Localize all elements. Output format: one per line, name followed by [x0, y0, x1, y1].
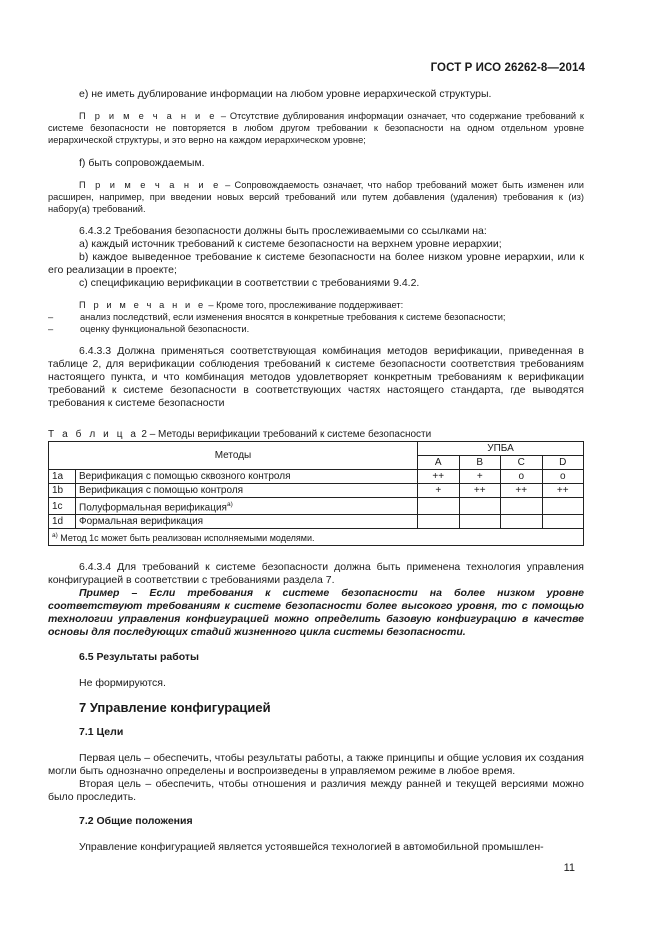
clause-6-4-3-4: 6.4.3.4 Для требований к системе безопасности должна быть применена технология управления конфигурацией в соответствии с требованиями раздела 7. — [48, 561, 584, 587]
table-caption-text: 2 – Методы верификации требований к системе безопасности — [138, 429, 432, 440]
item-a: а) каждый источник требований к системе безопасности на верхнем уровне иерархии; — [79, 238, 502, 250]
item-c: с) спецификацию верификации в соответствии с требованиями 9.4.2. — [79, 277, 420, 289]
table-row: 1a Верификация с помощью сквозного контроля ++ + o o — [49, 470, 584, 484]
note-3-item: – анализ последствий, если изменения вносятся в конкретные требования к системе безопасности; — [48, 312, 506, 322]
heading-7-1: 7.1 Цели — [79, 726, 124, 739]
note-text: – Отсутствие дублирования информации означает, что содержание требований к системе безопасности не повторяется в любом другом требовании к безопасности на одном отдельном уровне иерархической структуры, и это верно на каждом иерархическом уровне; — [48, 111, 584, 145]
note-label: П р и м е ч а н и е — [79, 111, 218, 121]
footnote-ref: a) — [226, 501, 233, 508]
item-f: f) быть сопровождаемым. — [79, 157, 205, 169]
goal-1: Первая цель – обеспечить, чтобы результаты работы, а также принципы и общие условия их создания могли быть однозначно определены и воспроизведены в управляемом режиме в любое время. — [48, 752, 584, 778]
heading-7: 7 Управление конфигурацией — [79, 700, 271, 716]
table-row: 1b Верификация с помощью контроля + ++ ++ ++ — [49, 484, 584, 498]
general-text: Управление конфигурацией является устоявшейся технологией в автомобильной промышлен- — [79, 841, 544, 854]
table-header-level: D — [542, 456, 584, 470]
note-2 — [48, 179, 584, 215]
table-caption-label: Т а б л и ц а — [48, 429, 139, 440]
table-row: 1c Полуформальная верификация$^{a)}$ — [49, 498, 584, 515]
table-header-methods: Методы — [49, 442, 418, 470]
page-number: 11 — [563, 862, 575, 874]
table-footnote-row: $^{a)}$ Метод 1c может быть реализован исполняемыми моделями. — [49, 529, 584, 546]
example — [48, 587, 584, 639]
note-label: П р и м е ч а н и е — [79, 300, 206, 310]
heading-6-5: 6.5 Результаты работы — [79, 651, 199, 664]
note-text: – Кроме того, прослеживание поддерживает: — [205, 300, 404, 310]
note-3 — [48, 299, 584, 311]
table-caption — [48, 428, 584, 441]
example-label: Пример – — [79, 587, 138, 600]
clause-6-4-3-2: 6.4.3.2 Требования безопасности должны быть прослеживаемыми со ссылками на: — [79, 225, 487, 237]
note-label: П р и м е ч а н и е — [79, 180, 221, 190]
note-text: – Сопровождаемость означает, что набор требований может быть изменен или расширен, например, при введении новых версий требований или путем добавления (удаления) требования к (из) набору(а) требований. — [48, 180, 584, 214]
heading-7-2: 7.2 Общие положения — [79, 815, 193, 828]
results-text: Не формируются. — [79, 677, 166, 690]
table-header-level: A — [418, 456, 460, 470]
item-e: e) не иметь дублирование информации на любом уровне иерархической структуры. — [79, 88, 492, 100]
table-row: 1d Формальная верификация — [49, 515, 584, 529]
verification-methods-table — [48, 441, 584, 546]
note-1 — [48, 110, 584, 146]
table-header-level: B — [459, 456, 501, 470]
clause-6-4-3-3: 6.4.3.3 Должна применяться соответствующая комбинация методов верификации, приведенная в таблице 2, для верификации соблюдения требований к системе безопасности соответствия требованиям настоящего пункта, и что комбинация методов удовлетворяет конкретным требованиям к верификации требований к системе безопасности в соответствующих частях настоящего стандарта, где выводятся требования к системе безопасности — [48, 345, 584, 409]
page-content — [48, 86, 584, 854]
table-header-level: C — [501, 456, 543, 470]
item-b: b) каждое выведенное требование к системе безопасности на более низком уровне иерархии, или к его реализации в проекте; — [48, 251, 584, 276]
goal-2: Вторая цель – обеспечить, чтобы отношения и различия между ранней и текущей версиями можно было проследить. — [48, 778, 584, 804]
example-text: Если требования к системе безопасности на более низком уровне соответствуют требованиям к системе безопасности более высокого уровня, то с помощью технологии управления конфигурацией можно определить базовую конфигурацию в качестве основы для последующих стадий жизненного цикла системы безопасности. — [48, 587, 584, 639]
document-header: ГОСТ Р ИСО 26262-8—2014 — [430, 62, 585, 74]
note-3-item: – оценку функциональной безопасности. — [48, 324, 250, 334]
table-header-group: УПБА — [418, 442, 584, 456]
